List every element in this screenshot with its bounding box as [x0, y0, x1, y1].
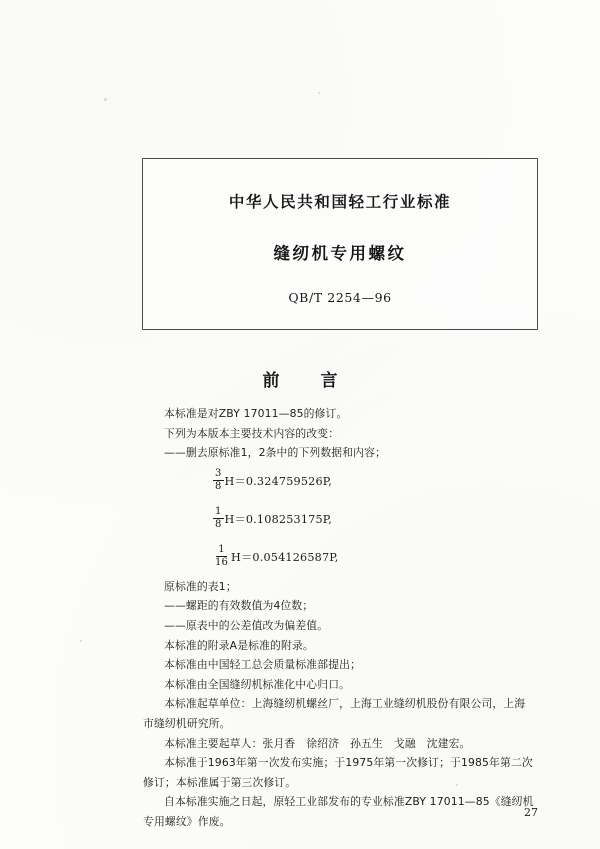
paragraph: ——删去原标准1，2条中的下列数据和内容； — [164, 446, 387, 460]
paragraph: 本标准是对ZBY 17011—85的修订。 — [164, 407, 348, 420]
fraction — [213, 507, 224, 531]
paper-speck — [318, 92, 320, 94]
page-number: 27 — [524, 806, 538, 819]
standard-title-box-inner — [146, 162, 534, 326]
standard-header-text: 中华人民共和国轻工行业标准 — [228, 193, 452, 211]
paragraph: 本标准主要起草人：张月香 徐绍济 孙五生 戈融 沈建宏。 — [164, 736, 471, 750]
standard-name-text: 缝纫机专用螺纹 — [273, 244, 407, 263]
equation-row — [143, 539, 535, 577]
paper-speck — [104, 98, 107, 101]
paragraph: 本标准的附录A是标准的附录。 — [164, 638, 314, 652]
equation-expression: H＝0.324759526P, — [224, 474, 333, 488]
fraction-numerator: 1 — [213, 507, 224, 520]
fraction — [213, 545, 230, 569]
paragraph: ——螺距的有效数值为4位数； — [164, 599, 314, 613]
paragraph: 本标准由全国缝纫机标准化中心归口。 — [164, 677, 351, 691]
equation-expression: H＝0.108253175P, — [224, 512, 333, 526]
paragraph: ——原表中的公差值改为偏差值。 — [164, 618, 329, 632]
fraction-numerator: 1 — [216, 545, 227, 558]
paragraph: 自本标准实施之日起，原轻工业部发布的专业标准ZBY 17011—85《缝纫机专用螺纹》作废。 — [143, 795, 534, 828]
fraction — [213, 469, 224, 493]
equation-row — [143, 501, 535, 539]
standard-title-box — [142, 158, 538, 330]
paragraph: 本标准起草单位：上海缝纫机螺丝厂，上海工业缝纫机股份有限公司，上海市缝纫机研究所。 — [143, 697, 526, 730]
equation-expression: H＝0.054126587P, — [231, 550, 339, 564]
fraction-denominator: 8 — [215, 481, 222, 493]
standard-code-text: QB/T 2254—96 — [288, 290, 392, 305]
paragraph: 原标准的表1； — [164, 579, 237, 593]
paper-speck — [80, 640, 82, 642]
foreword-heading: 前 言 — [262, 371, 350, 391]
paragraph: 本标准由中国轻工总会质量标准部提出； — [164, 658, 362, 672]
foreword-body — [143, 404, 535, 832]
paragraph: 下列为本版本主要技术内容的改变： — [164, 426, 340, 440]
paragraph: 本标准于1963年第一次发布实施；于1975年第一次修订；于1985年第二次修订；本标准属于第三次修订。 — [143, 756, 533, 789]
fraction-denominator: 16 — [215, 557, 229, 569]
equation-row — [143, 463, 535, 501]
fraction-numerator: 3 — [213, 469, 224, 482]
fraction-denominator: 8 — [215, 519, 222, 531]
